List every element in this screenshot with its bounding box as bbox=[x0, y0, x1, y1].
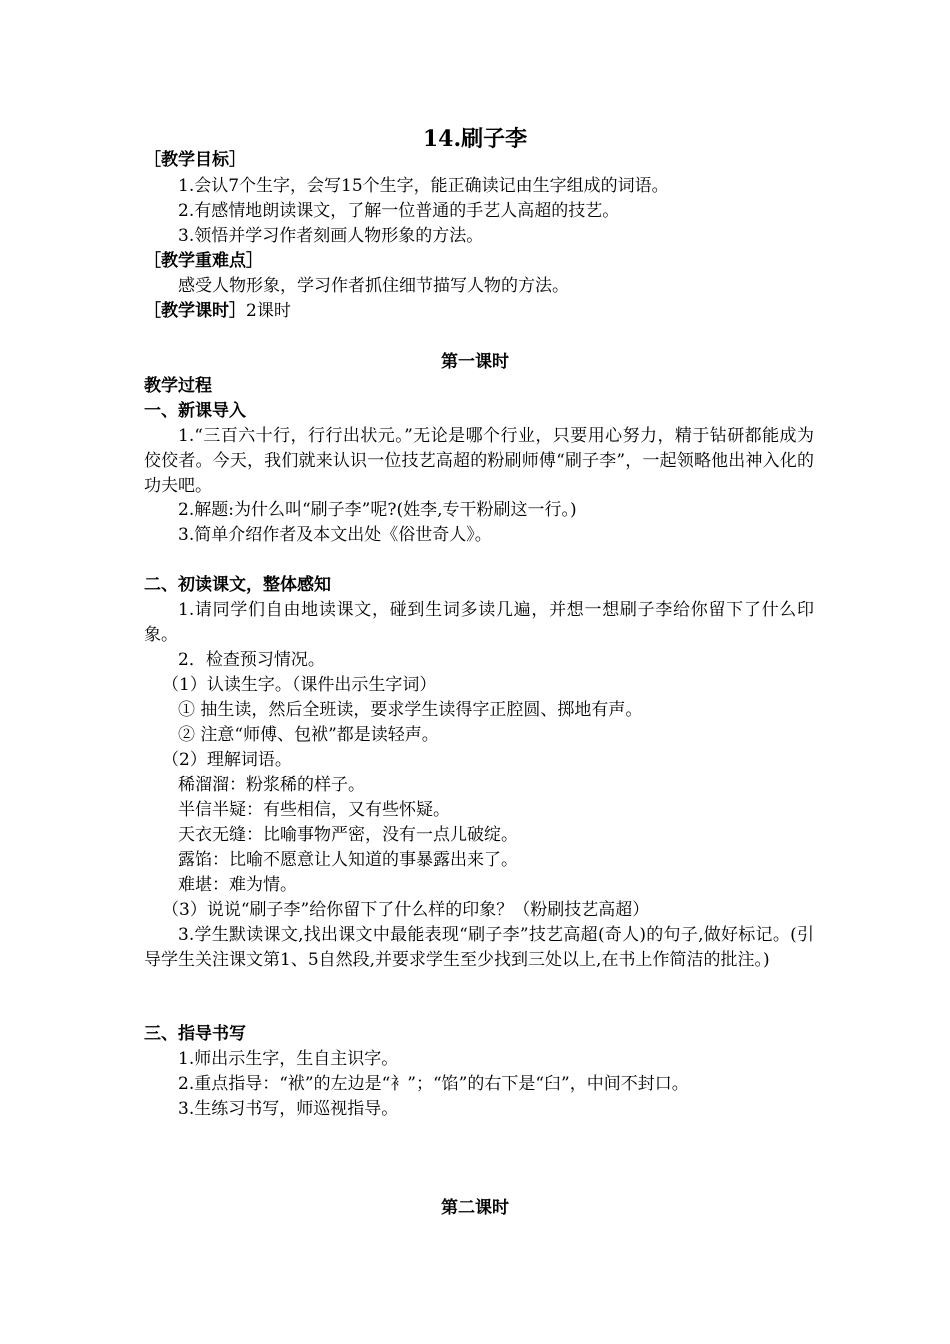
objective-item-2: 2.有感情地朗读课文，了解一位普通的手艺人高超的技艺。 bbox=[178, 201, 620, 221]
objective-item-1: 1.会认7个生字，会写15个生字，能正确读记由生字组成的词语。 bbox=[178, 176, 669, 196]
part2-sub-1a: ① 抽生读，然后全班读，要求学生读得字正腔圆、掷地有声。 bbox=[178, 700, 643, 720]
part2-sub-1b: ② 注意“师傅、包袱”都是读轻声。 bbox=[178, 725, 439, 745]
key-points-heading: ［教学重难点］ bbox=[144, 251, 263, 271]
part1-heading: 一、新课导入 bbox=[144, 401, 246, 421]
hours-line bbox=[144, 299, 814, 324]
part3-heading: 三、指导书写 bbox=[144, 1024, 246, 1044]
part3-paragraph-3: 3.生练习书写，师巡视指导。 bbox=[178, 1099, 399, 1119]
word-definition: 天衣无缝：比喻事物严密，没有一点儿破绽。 bbox=[178, 825, 518, 845]
part1-paragraph-2: 2.解题:为什么叫“刷子李”呢?(姓李,专干粉刷这一行。) bbox=[178, 500, 577, 520]
part2-sub-3: （3）说说“刷子李”给你留下了什么样的印象？（粉刷技艺高超） bbox=[162, 900, 650, 920]
part1-paragraph-3: 3.简单介绍作者及本文出处《俗世奇人》。 bbox=[178, 525, 492, 545]
word-definition: 稀溜溜：粉浆稀的样子。 bbox=[178, 775, 365, 795]
word-definition: 难堪：难为情。 bbox=[178, 875, 297, 895]
part3-paragraph-1: 1.师出示生字，生自主识字。 bbox=[178, 1049, 399, 1069]
objective-item-3: 3.领悟并学习作者刻画人物形象的方法。 bbox=[178, 226, 484, 246]
part2-paragraph-1: 1.请同学们自由地读课文，碰到生词多读几遍，并想一想刷子李给你留下了什么印象。 bbox=[144, 600, 814, 645]
part2-paragraph-3: 3.学生默读课文,找出课文中最能表现“刷子李”技艺高超(奇人)的句子,做好标记。(引导学生关注课文第1、5自然段,并要求学生至少找到三处以上,在书上作简洁的批注。) bbox=[144, 925, 814, 970]
part1-paragraph-1: 1.“三百六十行，行行出状元。”无论是哪个行业，只要用心努力，精于钻研都能成为佼佼者。今天，我们就来认识一位技艺高超的粉刷师傅“刷子李”，一起领略他出神入化的功夫吧。 bbox=[144, 426, 814, 496]
process-label: 教学过程 bbox=[144, 376, 212, 396]
lesson1-heading: 第一课时 bbox=[441, 352, 509, 372]
word-definition: 露馅：比喻不愿意让人知道的事暴露出来了。 bbox=[178, 850, 518, 870]
part2-sub-2: （2）理解词语。 bbox=[162, 750, 292, 770]
lesson2-heading: 第二课时 bbox=[441, 1198, 509, 1218]
hours-heading: ［教学课时］ bbox=[144, 301, 246, 321]
objectives-heading: ［教学目标］ bbox=[144, 150, 246, 170]
document-title: 14.刷子李 bbox=[422, 126, 528, 152]
part2-sub-1: （1）认读生字。（课件出示生字词） bbox=[162, 675, 437, 695]
part3-paragraph-2: 2.重点指导：“袱”的左边是“衤”；“馅”的右下是“臼”，中间不封口。 bbox=[178, 1074, 689, 1094]
key-points-text: 感受人物形象，学习作者抓住细节描写人物的方法。 bbox=[178, 276, 569, 296]
hours-value: 2课时 bbox=[246, 301, 291, 321]
part2-heading: 二、初读课文，整体感知 bbox=[144, 575, 331, 595]
word-definition: 半信半疑：有些相信，又有些怀疑。 bbox=[178, 800, 450, 820]
part2-paragraph-2: 2．检查预习情况。 bbox=[178, 650, 325, 670]
